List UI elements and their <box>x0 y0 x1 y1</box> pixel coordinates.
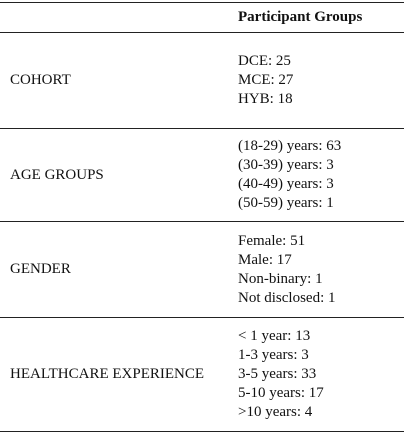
row-label-cohort: COHORT <box>0 33 238 129</box>
gender-value: Non-binary: 1 <box>238 270 323 287</box>
gender-value: Not disclosed: 1 <box>238 289 336 306</box>
experience-value: < 1 year: 13 <box>238 328 311 344</box>
gender-value: Female: 51 <box>238 232 306 249</box>
table-row-age-groups <box>0 129 404 222</box>
experience-value: >10 years: 4 <box>238 404 313 420</box>
cohort-value: DCE: 25 <box>238 53 291 69</box>
table-header <box>0 3 404 33</box>
gender-value: Male: 17 <box>238 251 292 268</box>
experience-value: 5-10 years: 17 <box>238 385 324 401</box>
row-values-cohort <box>238 33 404 129</box>
age-group-value: (40-49) years: 3 <box>238 176 334 192</box>
header-empty-cell <box>0 3 238 33</box>
experience-value: 1-3 years: 3 <box>238 347 309 363</box>
table-row-gender <box>0 222 404 318</box>
row-label-gender: GENDER <box>0 222 238 318</box>
cohort-value: HYB: 18 <box>238 91 293 107</box>
row-values-age-groups <box>238 129 404 222</box>
row-label-age-groups: AGE GROUPS <box>0 129 238 222</box>
age-group-value: (50-59) years: 1 <box>238 195 334 211</box>
row-label-healthcare-experience: HEALTHCARE EXPERIENCE <box>0 318 238 432</box>
cohort-value: MCE: 27 <box>238 72 294 88</box>
table-row-cohort <box>0 33 404 129</box>
participant-groups-table <box>0 2 404 432</box>
table-body <box>0 33 404 432</box>
header-row <box>0 3 404 33</box>
age-group-value: (30-39) years: 3 <box>238 157 334 173</box>
header-participant-groups: Participant Groups <box>238 3 404 33</box>
row-values-healthcare-experience <box>238 318 404 432</box>
experience-value: 3-5 years: 33 <box>238 366 317 382</box>
row-values-gender <box>238 222 404 318</box>
age-group-value: (18-29) years: 63 <box>238 138 342 154</box>
table-row-healthcare-experience <box>0 318 404 432</box>
